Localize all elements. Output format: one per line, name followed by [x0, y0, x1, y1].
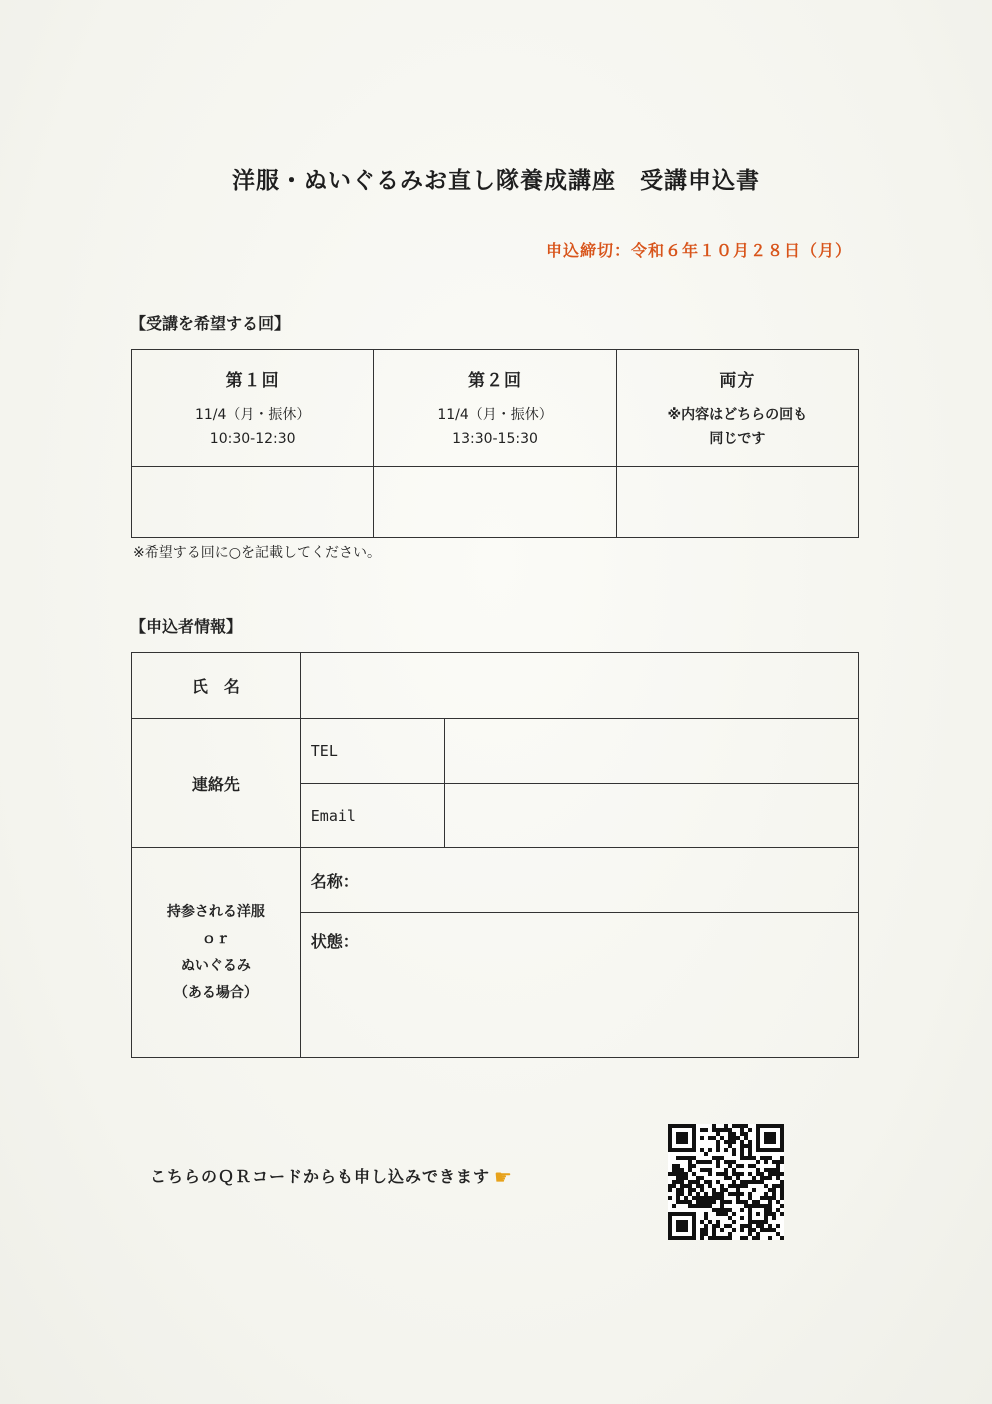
- session-both-mark-field[interactable]: [616, 467, 858, 538]
- sessions-heading: 【受講を希望する回】: [130, 314, 291, 333]
- qr-instruction: [150, 1164, 513, 1189]
- pointing-hand-icon: ☛: [494, 1165, 513, 1189]
- document-title: 洋服・ぬいぐるみお直し隊養成講座 受講申込書: [232, 168, 760, 194]
- item-state-field[interactable]: [300, 913, 858, 1058]
- session-1-title: 第１回: [225, 370, 280, 391]
- session-both-title: 両方: [719, 370, 756, 391]
- session-1-cell: [132, 350, 374, 467]
- contact-label: 連絡先: [132, 719, 301, 848]
- deadline-text: 申込締切：令和６年１０月２８日（月）: [545, 241, 852, 260]
- session-2-time: 13:30-15:30: [452, 430, 538, 447]
- item-label: [132, 848, 301, 1058]
- qr-code[interactable]: [668, 1124, 784, 1240]
- sessions-note: ※希望する回に○を記載してください。: [133, 545, 381, 561]
- applicant-heading: 【申込者情報】: [130, 617, 243, 636]
- email-field[interactable]: [444, 784, 858, 848]
- item-state-label: 状態：: [310, 932, 359, 951]
- item-label-line-1: 持参される洋服: [166, 903, 265, 920]
- qr-instruction-text: こちらのＱＲコードからも申し込みできます: [150, 1167, 491, 1186]
- tel-label: TEL: [300, 719, 444, 784]
- tel-field[interactable]: [444, 719, 858, 784]
- sessions-table: [131, 349, 859, 538]
- item-label-line-4: （ある場合）: [173, 984, 258, 1001]
- applicant-table: [131, 652, 859, 1058]
- item-name-label: 名称：: [310, 871, 359, 891]
- session-both-note-1: ※内容はどちらの回も: [667, 406, 808, 423]
- session-both-cell: [616, 350, 858, 467]
- session-1-time: 10:30-12:30: [209, 430, 296, 447]
- email-label: Email: [300, 784, 444, 848]
- item-label-line-2: ｏｒ: [201, 930, 230, 947]
- session-2-date: 11/4（月・振休）: [437, 406, 553, 423]
- item-name-field[interactable]: [300, 848, 858, 913]
- name-label: 氏 名: [132, 653, 301, 719]
- session-2-cell: [374, 350, 616, 467]
- name-field[interactable]: [300, 653, 858, 719]
- session-both-note-2: 同じです: [709, 430, 766, 447]
- session-2-mark-field[interactable]: [374, 467, 616, 538]
- session-1-date: 11/4（月・振休）: [194, 406, 311, 423]
- session-2-title: 第２回: [468, 370, 523, 391]
- item-label-line-3: ぬいぐるみ: [180, 957, 251, 974]
- session-1-mark-field[interactable]: [132, 467, 374, 538]
